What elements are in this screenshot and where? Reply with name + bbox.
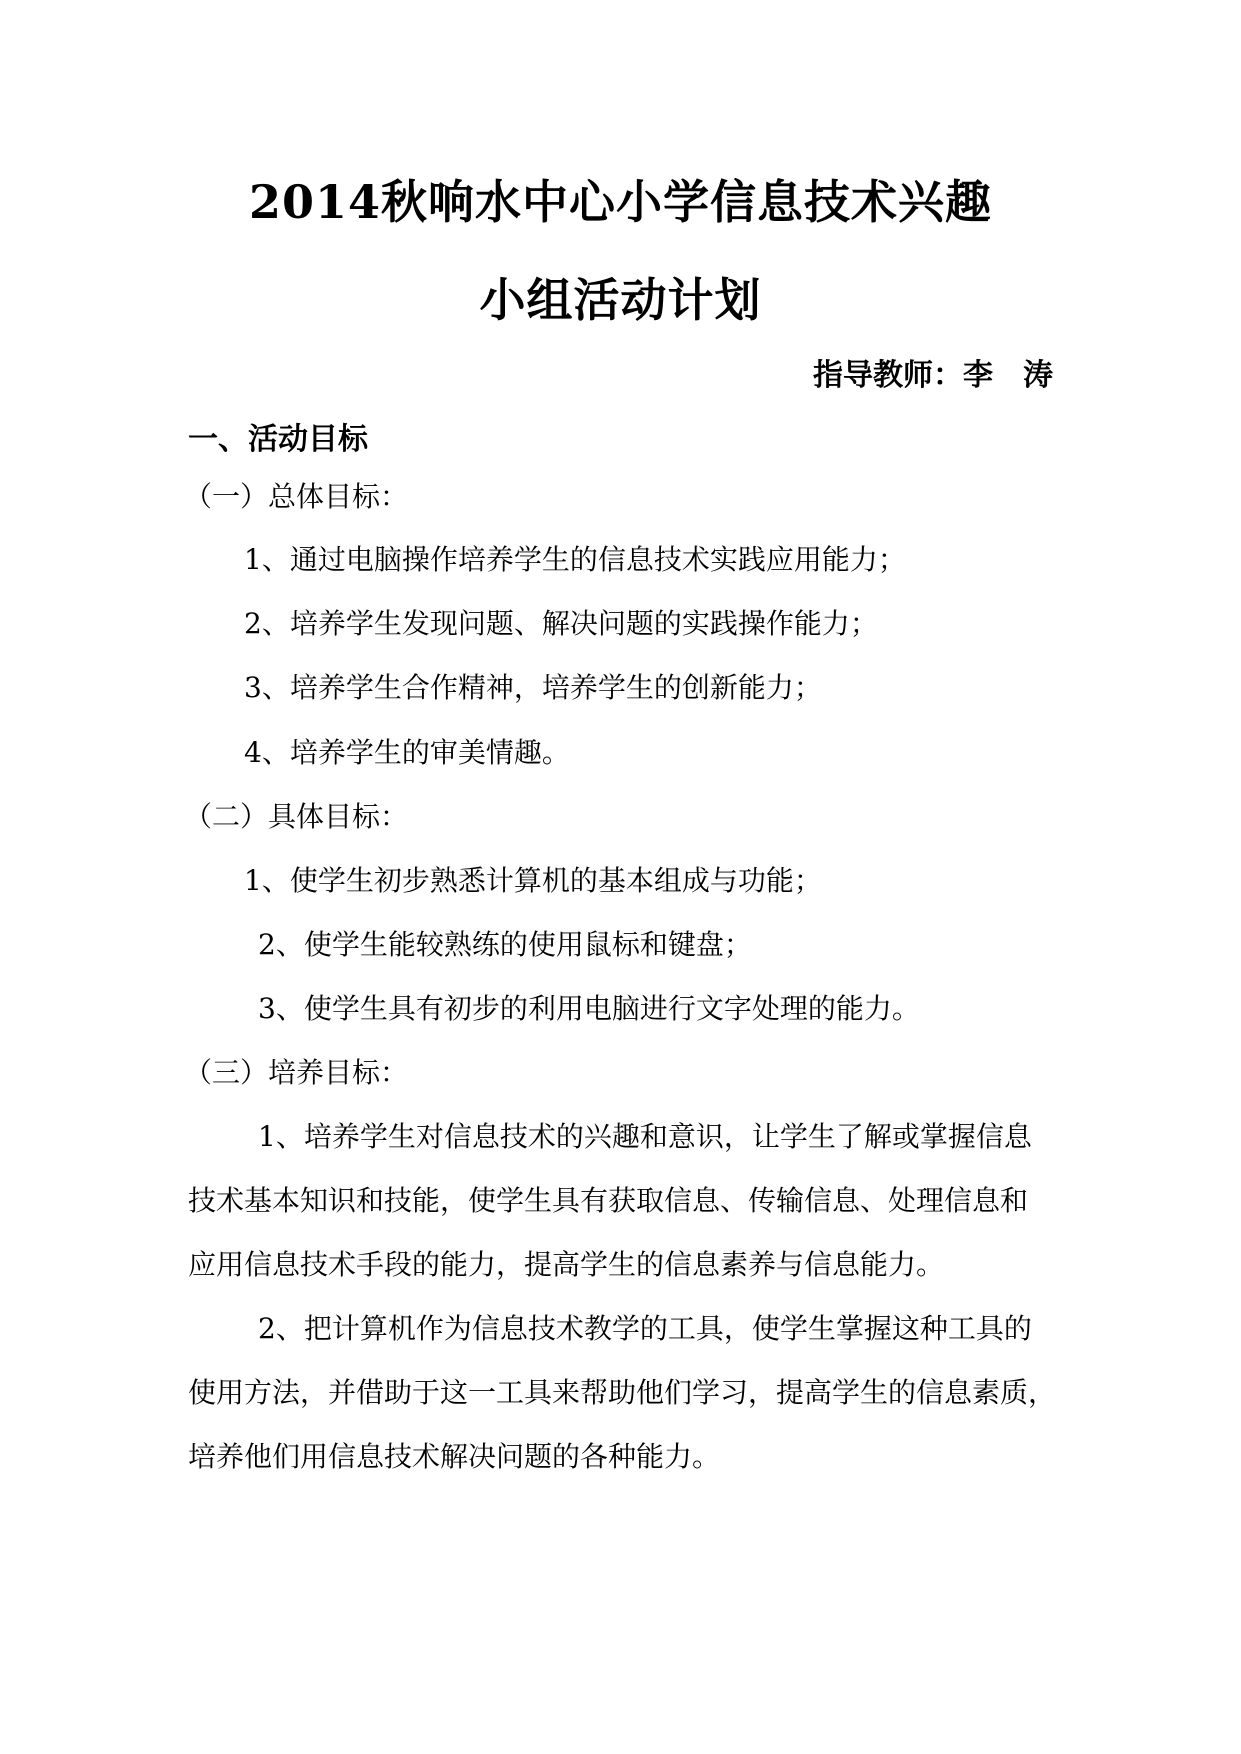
paragraph-line: 使用方法，并借助于这一工具来帮助他们学习，提高学生的信息素质， xyxy=(188,1376,1057,1409)
paragraph-line: 技术基本知识和技能，使学生具有获取信息、传输信息、处理信息和 xyxy=(188,1184,1029,1217)
subheading-overall-goals: （一）总体目标： xyxy=(184,480,409,513)
list-item: 3、使学生具有初步的利用电脑进行文字处理的能力。 xyxy=(258,992,920,1025)
section-heading-activity-goals: 一、活动目标 xyxy=(188,422,368,457)
paragraph-line: 应用信息技术手段的能力，提高学生的信息素养与信息能力。 xyxy=(188,1248,945,1281)
list-item: 3、培养学生合作精神，培养学生的创新能力； xyxy=(244,671,822,704)
list-item: 1、通过电脑操作培养学生的信息技术实践应用能力； xyxy=(244,543,906,576)
document-title-line-1: 2014秋响水中心小学信息技术兴趣 xyxy=(248,175,993,229)
paragraph-line: 培养他们用信息技术解决问题的各种能力。 xyxy=(188,1440,721,1473)
paragraph-line: 2、把计算机作为信息技术教学的工具，使学生掌握这种工具的 xyxy=(258,1312,1032,1345)
list-item: 2、培养学生发现问题、解决问题的实践操作能力； xyxy=(244,607,878,640)
subheading-specific-goals: （二）具体目标： xyxy=(184,800,409,833)
list-item: 1、使学生初步熟悉计算机的基本组成与功能； xyxy=(244,864,822,897)
list-item: 2、使学生能较熟练的使用鼠标和键盘； xyxy=(258,928,752,961)
teacher-credit: 指导教师：李 涛 xyxy=(813,358,1053,393)
paragraph-line: 1、培养学生对信息技术的兴趣和意识，让学生了解或掌握信息 xyxy=(258,1120,1032,1153)
document-title-line-2: 小组活动计划 xyxy=(479,273,762,327)
subheading-cultivation-goals: （三）培养目标： xyxy=(184,1056,409,1089)
list-item: 4、培养学生的审美情趣。 xyxy=(244,736,570,769)
